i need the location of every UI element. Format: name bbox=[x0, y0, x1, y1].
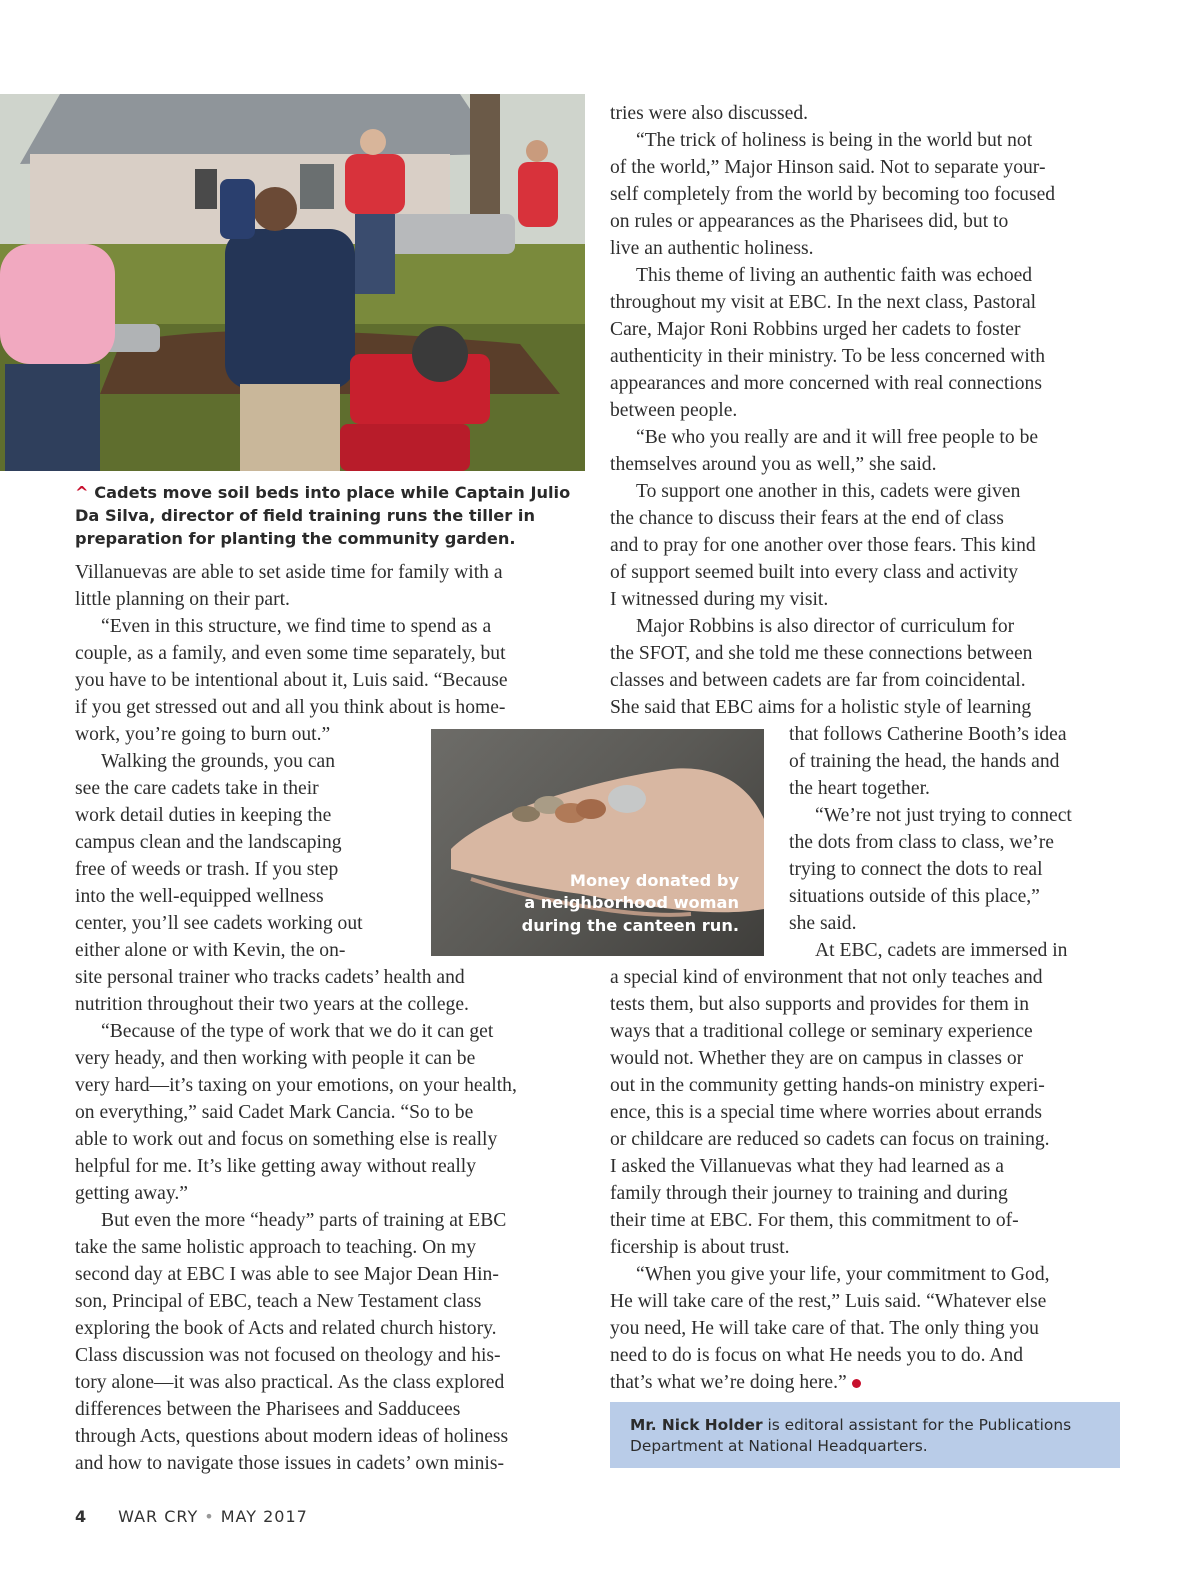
text-line: center, you’ll see cadets working out bbox=[75, 913, 363, 934]
text-line: tries were also discussed. bbox=[610, 103, 809, 124]
text-line: the SFOT, and she told me these connections between bbox=[610, 643, 1033, 664]
garden-photo bbox=[0, 94, 585, 471]
text-line: “Be who you really are and it will free people to be bbox=[636, 427, 1039, 448]
coins-photo bbox=[431, 729, 764, 956]
text-line: situations outside of this place,” bbox=[789, 886, 1040, 907]
text-line: Class discussion was not focused on theology and his- bbox=[75, 1345, 501, 1366]
text-line: of support seemed built into every class and activity bbox=[610, 562, 1019, 583]
text-line: trying to connect the dots to real bbox=[789, 859, 1043, 880]
footer-separator: • bbox=[204, 1507, 215, 1526]
caption-line: during the canteen run. bbox=[521, 915, 739, 935]
text-line: very heady, and then working with people it can be bbox=[75, 1048, 476, 1069]
text-line: “When you give your life, your commitment to God, bbox=[636, 1264, 1050, 1285]
text-line: she said. bbox=[789, 913, 857, 934]
text-line: and to pray for one another over those fears. This kind bbox=[610, 535, 1036, 556]
text-line: Walking the grounds, you can bbox=[101, 751, 336, 772]
text-line: To support one another in this, cadets were given bbox=[636, 481, 1021, 502]
text-line: differences between the Pharisees and Sadducees bbox=[75, 1399, 461, 1420]
text-line: tests them, but also supports and provides for them in bbox=[610, 994, 1030, 1015]
text-line: on everything,” said Cadet Mark Cancia. “So to be bbox=[75, 1102, 474, 1123]
text-line: Major Robbins is also director of curriculum for bbox=[636, 616, 1015, 637]
text-line: live an authentic holiness. bbox=[610, 238, 814, 259]
text-line: between people. bbox=[610, 400, 738, 421]
text-line: and how to navigate those issues in cadets’ own minis- bbox=[75, 1453, 504, 1474]
text-line: you have to be intentional about it, Luis said. “Because bbox=[75, 670, 508, 691]
text-line: out in the community getting hands-on ministry experi- bbox=[610, 1075, 1045, 1096]
final-line: that’s what we’re doing here.” bbox=[610, 1372, 847, 1393]
caption-line: a neighborhood woman bbox=[524, 893, 739, 912]
text-line: themselves around you as well,” she said. bbox=[610, 454, 937, 475]
text-line: a special kind of environment that not only teaches and bbox=[610, 967, 1043, 988]
text-line: tory alone—it was also practical. As the class explored bbox=[75, 1372, 505, 1393]
text-line: the dots from class to class, we’re bbox=[789, 832, 1054, 853]
text-line: He will take care of the rest,” Luis said. “Whatever else bbox=[610, 1291, 1047, 1312]
text-line: ence, this is a special time where worries about errands bbox=[610, 1102, 1042, 1123]
text-line: classes and between cadets are far from coincidental. bbox=[610, 670, 1026, 691]
text-line: able to work out and focus on something else is really bbox=[75, 1129, 498, 1150]
top-photo-caption-text: Cadets move soil beds into place while Captain Julio Da Silva, director of field training runs the tiller in preparation for planting the community garden. bbox=[75, 483, 571, 548]
text-line: take the same holistic approach to teaching. On my bbox=[75, 1237, 477, 1258]
garden-photo-illustration bbox=[0, 94, 585, 471]
text-line: Care, Major Roni Robbins urged her cadets to foster bbox=[610, 319, 1021, 340]
text-line: that follows Catherine Booth’s idea bbox=[789, 724, 1067, 745]
text-line: if you get stressed out and all you think about is home- bbox=[75, 697, 506, 718]
right-column-wrap bbox=[789, 721, 1129, 964]
text-line: very hard—it’s taxing on your emotions, on your health, bbox=[75, 1075, 517, 1096]
text-line: need to do is focus on what He needs you to do. And bbox=[610, 1345, 1024, 1366]
text-line: helpful for me. It’s like getting away without really bbox=[75, 1156, 477, 1177]
text-line: work detail duties in keeping the bbox=[75, 805, 332, 826]
text-line: getting away.” bbox=[75, 1183, 188, 1204]
text-line: At EBC, cadets are immersed in bbox=[815, 940, 1068, 961]
text-line: authenticity in their ministry. To be less concerned with bbox=[610, 346, 1046, 367]
text-line: you need, He will take care of that. The only thing you bbox=[610, 1318, 1039, 1339]
left-column-top bbox=[75, 559, 590, 748]
publication-name: WAR CRY bbox=[118, 1507, 199, 1526]
author-bio-text: is editoral assistant for the Publications Department at National Headquarters. bbox=[630, 1416, 1072, 1455]
issue-date: MAY 2017 bbox=[220, 1507, 308, 1526]
text-line: site personal trainer who tracks cadets’ health and bbox=[75, 967, 465, 988]
caption-line: Money donated by bbox=[569, 870, 739, 890]
text-line: second day at EBC I was able to see Major Dean Hin- bbox=[75, 1264, 499, 1285]
text-line: either alone or with Kevin, the on- bbox=[75, 940, 346, 961]
text-line: little planning on their part. bbox=[75, 589, 290, 610]
text-line: of the world,” Major Hinson said. Not to separate your- bbox=[610, 157, 1046, 178]
text-line: I witnessed during my visit. bbox=[610, 589, 829, 610]
text-line: on rules or appearances as the Pharisees did, but to bbox=[610, 211, 1009, 232]
left-column-bottom bbox=[75, 964, 590, 1477]
text-line: “The trick of holiness is being in the world but not bbox=[636, 130, 1033, 151]
text-line: of training the head, the hands and bbox=[789, 751, 1060, 772]
text-line: the chance to discuss their fears at the end of class bbox=[610, 508, 1004, 529]
text-line: “Even in this structure, we find time to spend as a bbox=[101, 616, 492, 637]
top-photo-caption bbox=[75, 481, 590, 550]
text-line: their time at EBC. For them, this commitment to of- bbox=[610, 1210, 1019, 1231]
right-column-top bbox=[610, 100, 1130, 721]
text-line: But even the more “heady” parts of training at EBC bbox=[101, 1210, 507, 1231]
text-line: ways that a traditional college or seminary experience bbox=[610, 1021, 1033, 1042]
text-line: campus clean and the landscaping bbox=[75, 832, 342, 853]
text-line: family through their journey to training and during bbox=[610, 1183, 1008, 1204]
end-mark-icon bbox=[852, 1379, 861, 1388]
text-line: throughout my visit at EBC. In the next class, Pastoral bbox=[610, 292, 1037, 313]
text-line: work, you’re going to burn out.” bbox=[75, 724, 331, 745]
text-line: Villanuevas are able to set aside time for family with a bbox=[75, 562, 503, 583]
text-line: ficership is about trust. bbox=[610, 1237, 790, 1258]
text-line: into the well-equipped wellness bbox=[75, 886, 324, 907]
text-line: son, Principal of EBC, teach a New Testament class bbox=[75, 1291, 482, 1312]
left-column-wrap bbox=[75, 748, 425, 964]
text-line: would not. Whether they are on campus in classes or bbox=[610, 1048, 1024, 1069]
text-line: or childcare are reduced so cadets can focus on training. bbox=[610, 1129, 1050, 1150]
author-bio-box bbox=[610, 1402, 1120, 1468]
text-line: through Acts, questions about modern ideas of holiness bbox=[75, 1426, 509, 1447]
caption-caret-icon: ^ bbox=[75, 483, 89, 502]
text-line: “We’re not just trying to connect bbox=[815, 805, 1072, 826]
text-line: appearances and more concerned with real connections bbox=[610, 373, 1042, 394]
author-name: Mr. Nick Holder bbox=[630, 1416, 763, 1434]
page-number: 4 bbox=[75, 1507, 87, 1526]
page-footer bbox=[75, 1507, 308, 1526]
text-line: nutrition throughout their two years at the college. bbox=[75, 994, 469, 1015]
text-line: She said that EBC aims for a holistic style of learning bbox=[610, 697, 1032, 718]
text-line: self completely from the world by becoming too focused bbox=[610, 184, 1056, 205]
text-line bbox=[610, 1369, 1135, 1396]
text-line: exploring the book of Acts and related church history. bbox=[75, 1318, 497, 1339]
text-line: I asked the Villanuevas what they had learned as a bbox=[610, 1156, 1004, 1177]
coins-photo-caption bbox=[522, 870, 739, 938]
text-line: “Because of the type of work that we do it can get bbox=[101, 1021, 494, 1042]
text-line: free of weeds or trash. If you step bbox=[75, 859, 339, 880]
text-line: the heart together. bbox=[789, 778, 930, 799]
right-column-bottom bbox=[610, 964, 1135, 1396]
text-line: see the care cadets take in their bbox=[75, 778, 319, 799]
text-line: This theme of living an authentic faith was echoed bbox=[636, 265, 1033, 286]
text-line: couple, as a family, and even some time separately, but bbox=[75, 643, 506, 664]
